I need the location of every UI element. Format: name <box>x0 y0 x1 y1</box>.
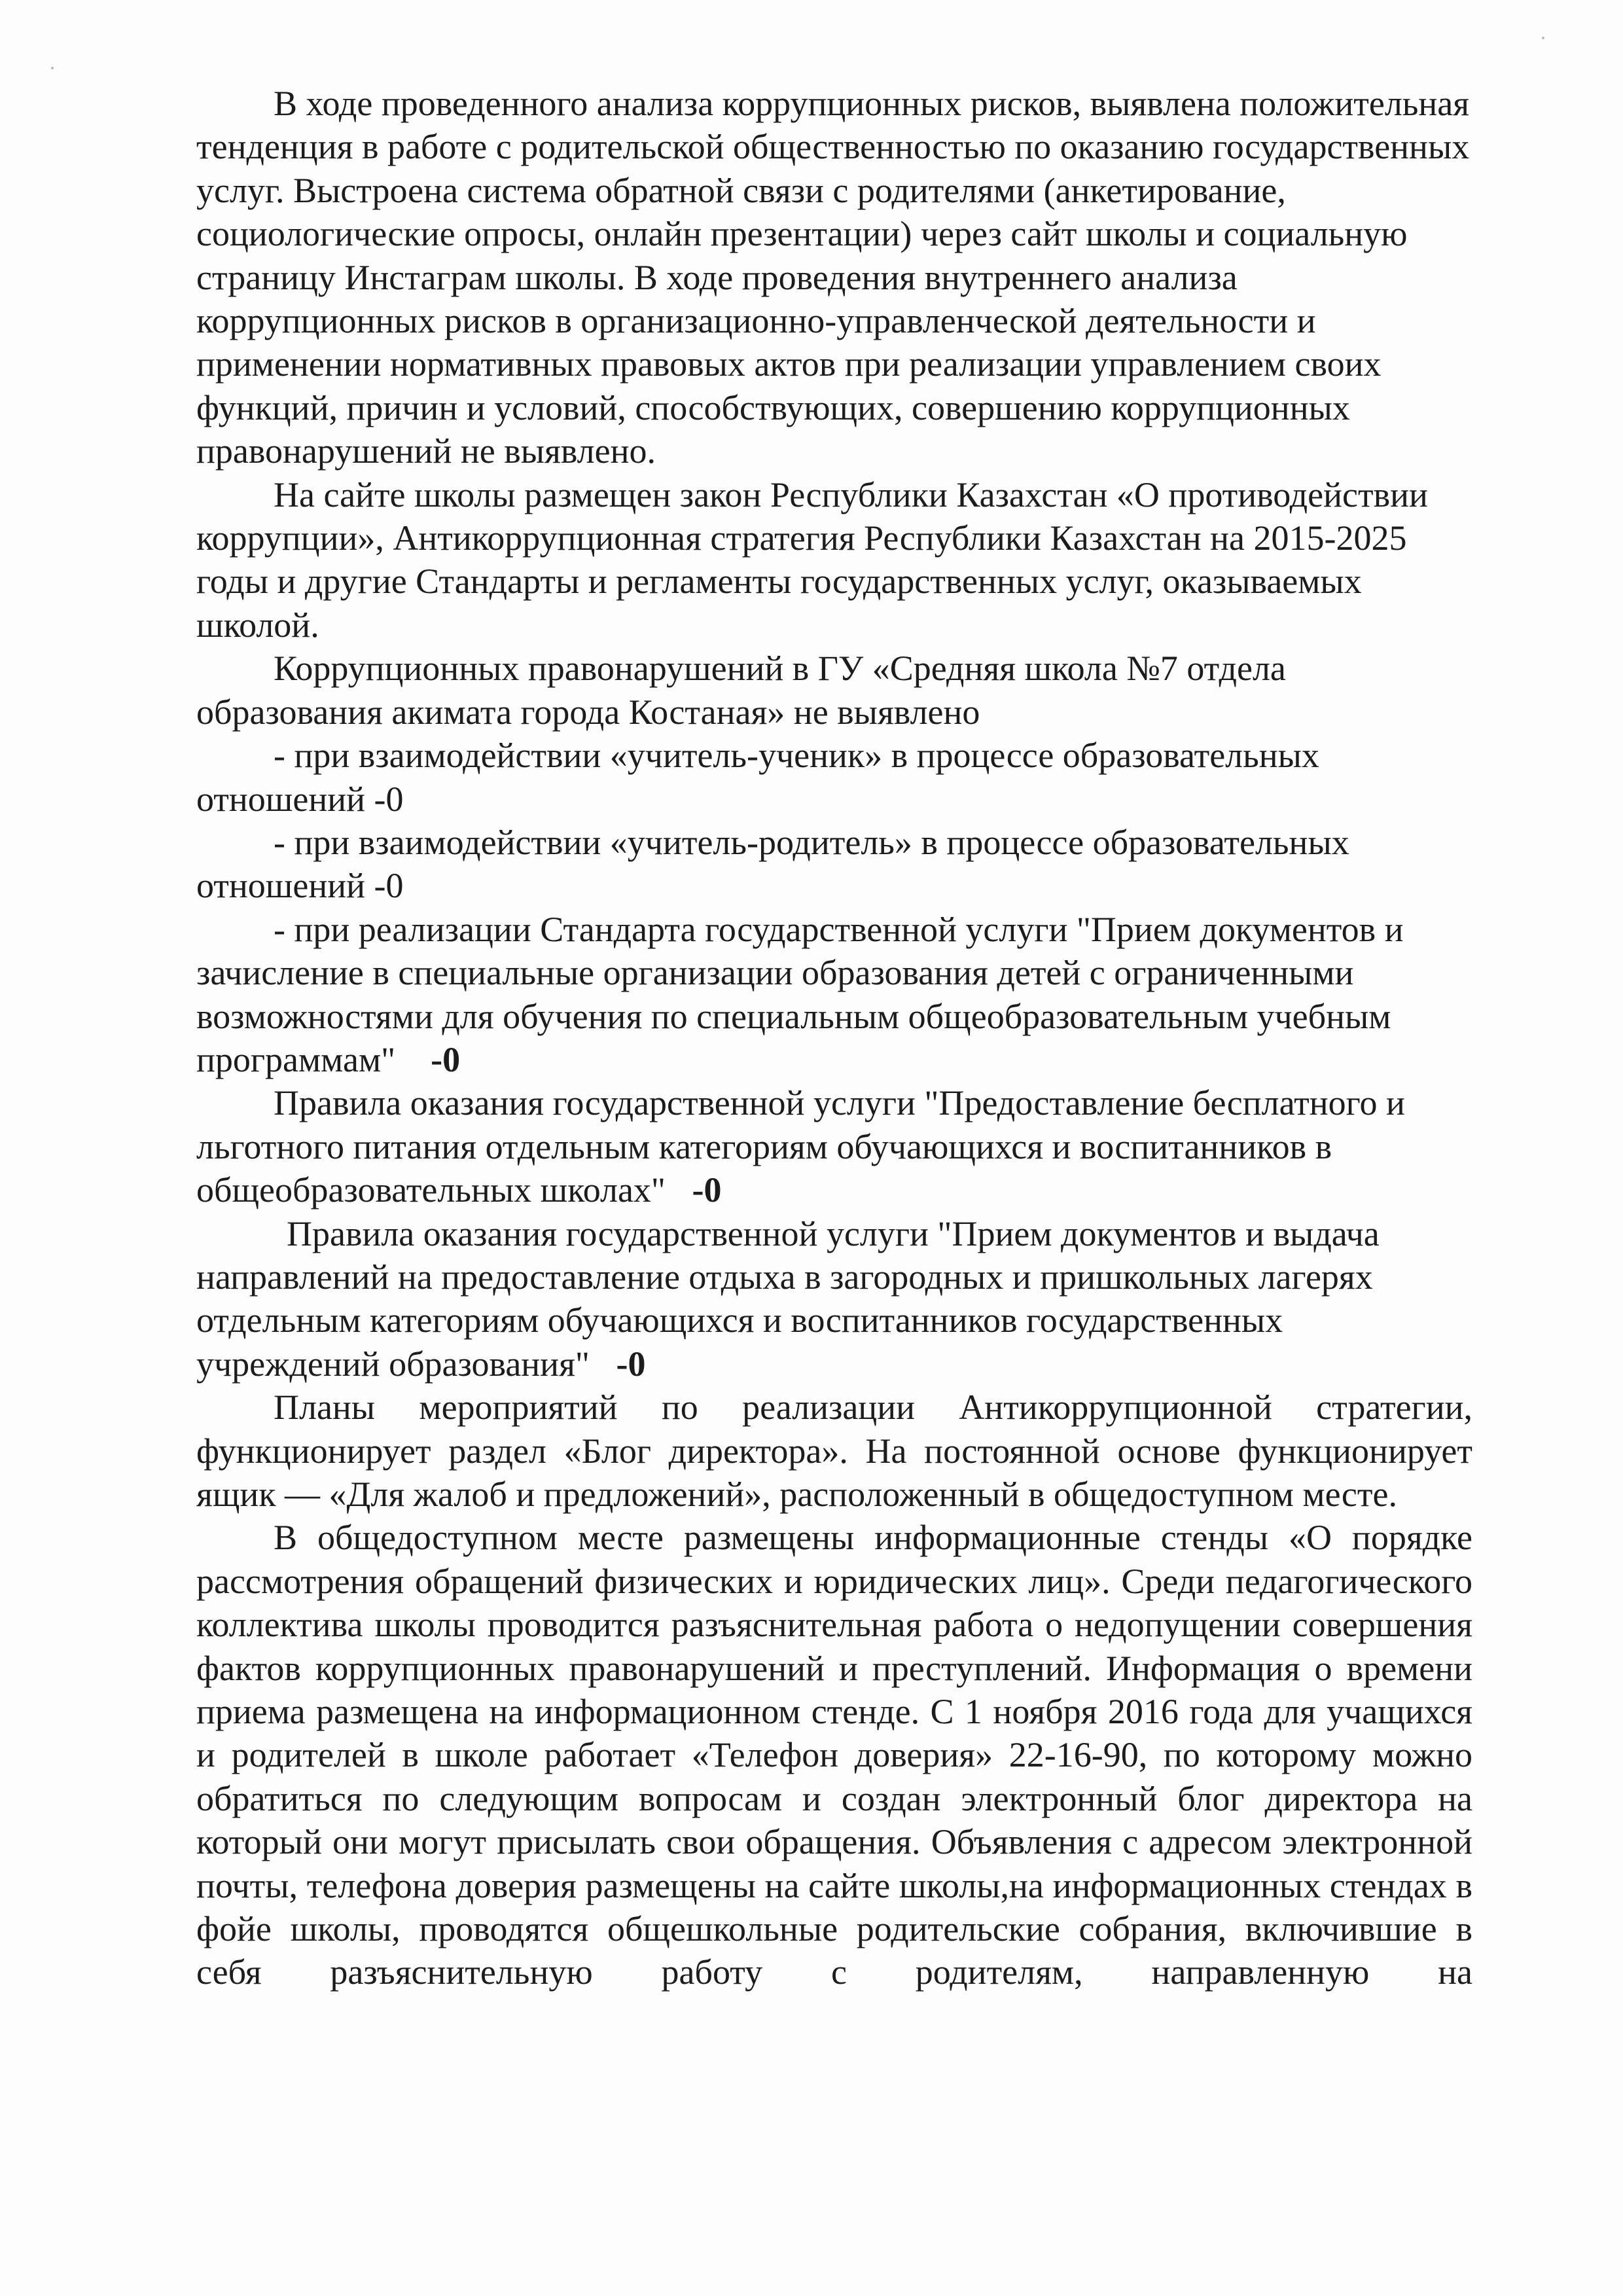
scan-speck <box>1542 37 1544 39</box>
scan-speck <box>51 67 54 69</box>
count-value: -0 <box>431 1039 461 1079</box>
paragraph-risk-analysis: В ходе проведенного анализа коррупционных рисков, выявлена положительная тенденция в работе с родительской общественностью по оказанию государственных услуг. Выстроена система обратной связи с родителями (анкетирование, социологические опросы, онлайн презентации) через сайт школы и социальную страницу Инстаграм школы. В ходе проведения внутреннего анализа коррупционных рисков в организационно-управленческой деятельности и применении нормативных правовых актов при реализации управлением своих функций, причин и условий, способствующих, совершению коррупционных правонарушений не выявлено. <box>196 84 1470 471</box>
count-value: -0 <box>692 1170 722 1210</box>
paragraph-school-website-law: На сайте школы размещен закон Республики Казахстан «О противодействии коррупции», Антикоррупционная стратегия Республики Казахстан на 2015-2025 годы и другие Стандарты и регламенты государственных услуг, оказываемых школой. <box>196 475 1428 645</box>
paragraph-info-stands: В общедоступном месте размещены информационные стенды «О порядке рассмотрения обращений физических и юридических лиц». Среди педагогического коллектива школы проводится разъяснительная работа о недопущении совершения фактов коррупционных правонарушений и преступлений. Информация о времени приема размещена на информационном стенде. С 1 ноября 2016 года для учащихся и родителей в школе работает «Телефон доверия» 22-16-90, по которому можно обратиться по следующим вопросам и создан электронный блог директора на который они могут присылать свои обращения. Объявления с адресом электронной почты, телефона доверия размещены на сайте школы,на информационных стендах в фойе школы, проводятся общешкольные родительские собрания, включившие в себя разъяснительную работу с родителям, направленную на <box>196 1518 1472 1992</box>
paragraph-text: - при реализации Стандарта государственной услуги "Прием документов и зачисление в специальные организации образования детей с ограниченными возможностями для обучения по специальным общеобразовательным учебным программам" <box>196 909 1404 1079</box>
list-item-standard-service <box>196 908 1472 1082</box>
paragraph-camp-referrals-rules <box>196 1212 1472 1386</box>
paragraph-action-plans: Планы мероприятий по реализации Антикоррупционной стратегии, функционирует раздел «Блог директора». На постоянной основе функционирует ящик — «Для жалоб и предложений», расположенный в общедоступном месте. <box>196 1388 1472 1514</box>
count-value: -0 <box>616 1344 646 1384</box>
paragraph-free-meals-rules <box>196 1081 1472 1211</box>
paragraph-text: Правила оказания государственной услуги "Предоставление бесплатного и льготного питания отдельным категориям обучающихся и воспитанников в общеобразовательных школах" <box>196 1083 1405 1210</box>
document-body <box>196 82 1472 1994</box>
paragraph-text: Правила оказания государственной услуги "Прием документов и выдача направлений на предоставление отдыха в загородных и пришкольных лагерях отдельным категориям обучающихся и воспитанников государственных учреждений образования" <box>196 1213 1380 1384</box>
list-item-teacher-student: - при взаимодействии «учитель-ученик» в процессе образовательных отношений -0 <box>196 736 1319 819</box>
list-item-teacher-parent: - при взаимодействии «учитель-родитель» в процессе образовательных отношений -0 <box>196 822 1349 906</box>
paragraph-no-violations: Коррупционных правонарушений в ГУ «Средняя школа №7 отдела образования акимата города Костаная» не выявлено <box>196 649 1286 732</box>
